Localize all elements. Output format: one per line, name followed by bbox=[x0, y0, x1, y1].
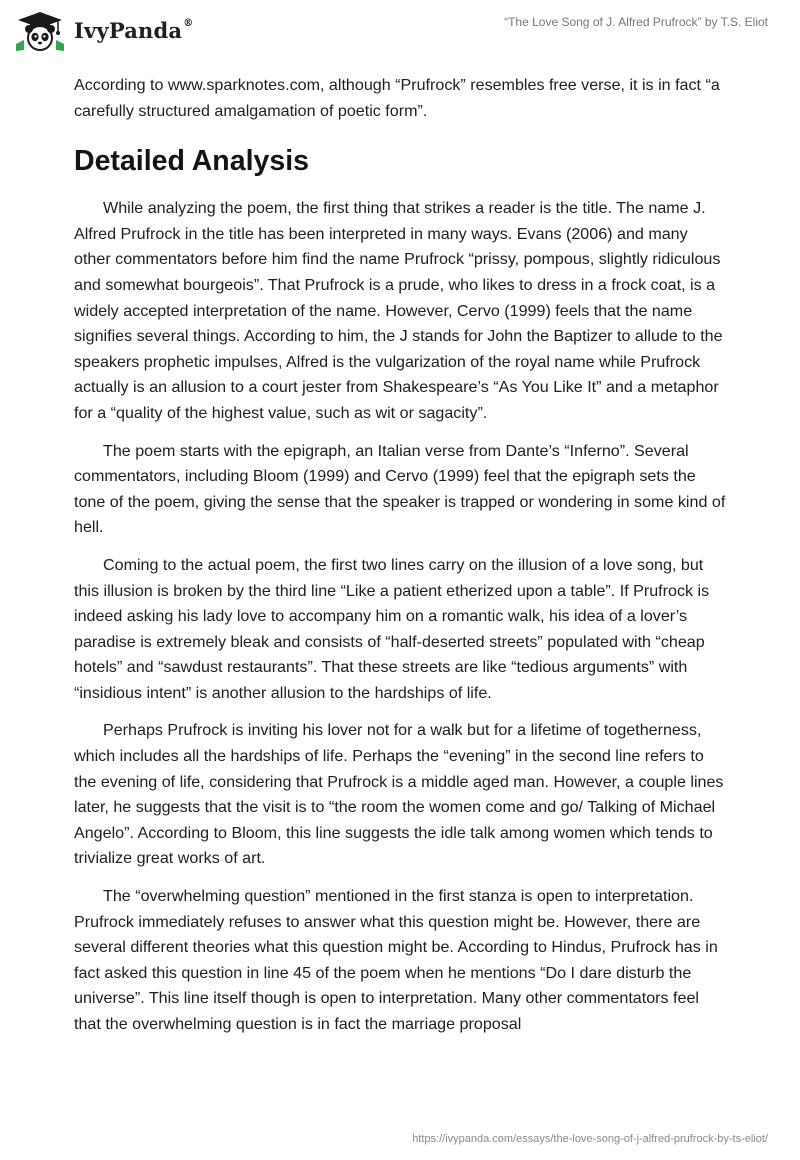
body-paragraph-1: While analyzing the poem, the first thing that strikes a reader is the title. The name J. Alfred Prufrock in the title has been interpreted in many ways. Evans (2006) and many other commentators before him find the name Prufrock “prissy, pompous, slightly ridiculous and somewhat bourgeois”. That Prufrock is a prude, who likes to dress in a frock coat, is a widely accepted interpretation of the name. However, Cervo (1999) feels that the name signifies several things. According to him, the J stands for John the Baptizer to allude to the speakers prophetic impulses, Alfred is the vulgarization of the royal name while Prufrock actually is an allusion to a court jester from Shakespeare’s “As You Like It” and a metaphor for a “quality of the highest value, such as wit or sagacity”. bbox=[74, 199, 723, 422]
body-paragraph-3: Coming to the actual poem, the first two lines carry on the illusion of a love song, but this illusion is broken by the third line “Like a patient etherized upon a table”. If Prufrock is indeed asking his lady love to accompany him on a romantic walk, his idea of a lover’s paradise is extremely bleak and consists of “half-deserted streets” populated with “cheap hotels” and “sawdust restaurants”. That these streets are like “tedious arguments” with “insidious intent” is another allusion to the hardships of life. bbox=[74, 555, 710, 702]
intro-paragraph: According to www.sparknotes.com, although “Prufrock” resembles free verse, it is in fact “a carefully structured amalgamation of poetic form”. bbox=[74, 76, 720, 120]
section-heading: Detailed Analysis bbox=[74, 145, 309, 178]
brand-name-text: IvyPanda bbox=[74, 17, 183, 43]
running-title: “The Love Song of J. Alfred Prufrock” by T.S. Eliot bbox=[504, 15, 768, 29]
page-header bbox=[0, 0, 800, 60]
document-body bbox=[74, 73, 726, 1050]
body-paragraph-5: The “overwhelming question” mentioned in the first stanza is open to interpretation. Prufrock immediately refuses to answer what this question might be. However, there are several different theories what this question might be. According to Hindus, Prufrock has in fact asked this question in line 45 of the poem when he mentions “Do I dare disturb the universe”. This line itself though is open to interpretation. Many other commentators feel that the overwhelming question is in fact the marriage proposal bbox=[74, 887, 718, 1033]
registered-mark: ® bbox=[183, 17, 194, 29]
body-paragraph-4: Perhaps Prufrock is inviting his lover not for a walk but for a lifetime of togetherness, which includes all the hardships of life. Perhaps the “evening” in the second line refers to the evening of life, considering that Prufrock is a middle aged man. However, a couple lines later, he suggests that the visit is to “the room the women come and go/ Talking of Michael Angelo”. According to Bloom, this line suggests the idle talk among women which tends to trivialize great works of art. bbox=[74, 721, 724, 868]
source-url-link[interactable]: https://ivypanda.com/essays/the-love-song-of-j-alfred-prufrock-by-ts-eliot/ bbox=[412, 1133, 768, 1145]
brand-logo[interactable] bbox=[14, 10, 193, 52]
brand-name bbox=[74, 18, 193, 43]
body-paragraph-2: The poem starts with the epigraph, an Italian verse from Dante’s “Inferno”. Several commentators, including Bloom (1999) and Cervo (1999) feel that the epigraph sets the tone of the poem, giving the sense that the speaker is trapped or wondering in some kind of hell. bbox=[74, 441, 726, 537]
panda-logo-icon bbox=[14, 10, 66, 52]
